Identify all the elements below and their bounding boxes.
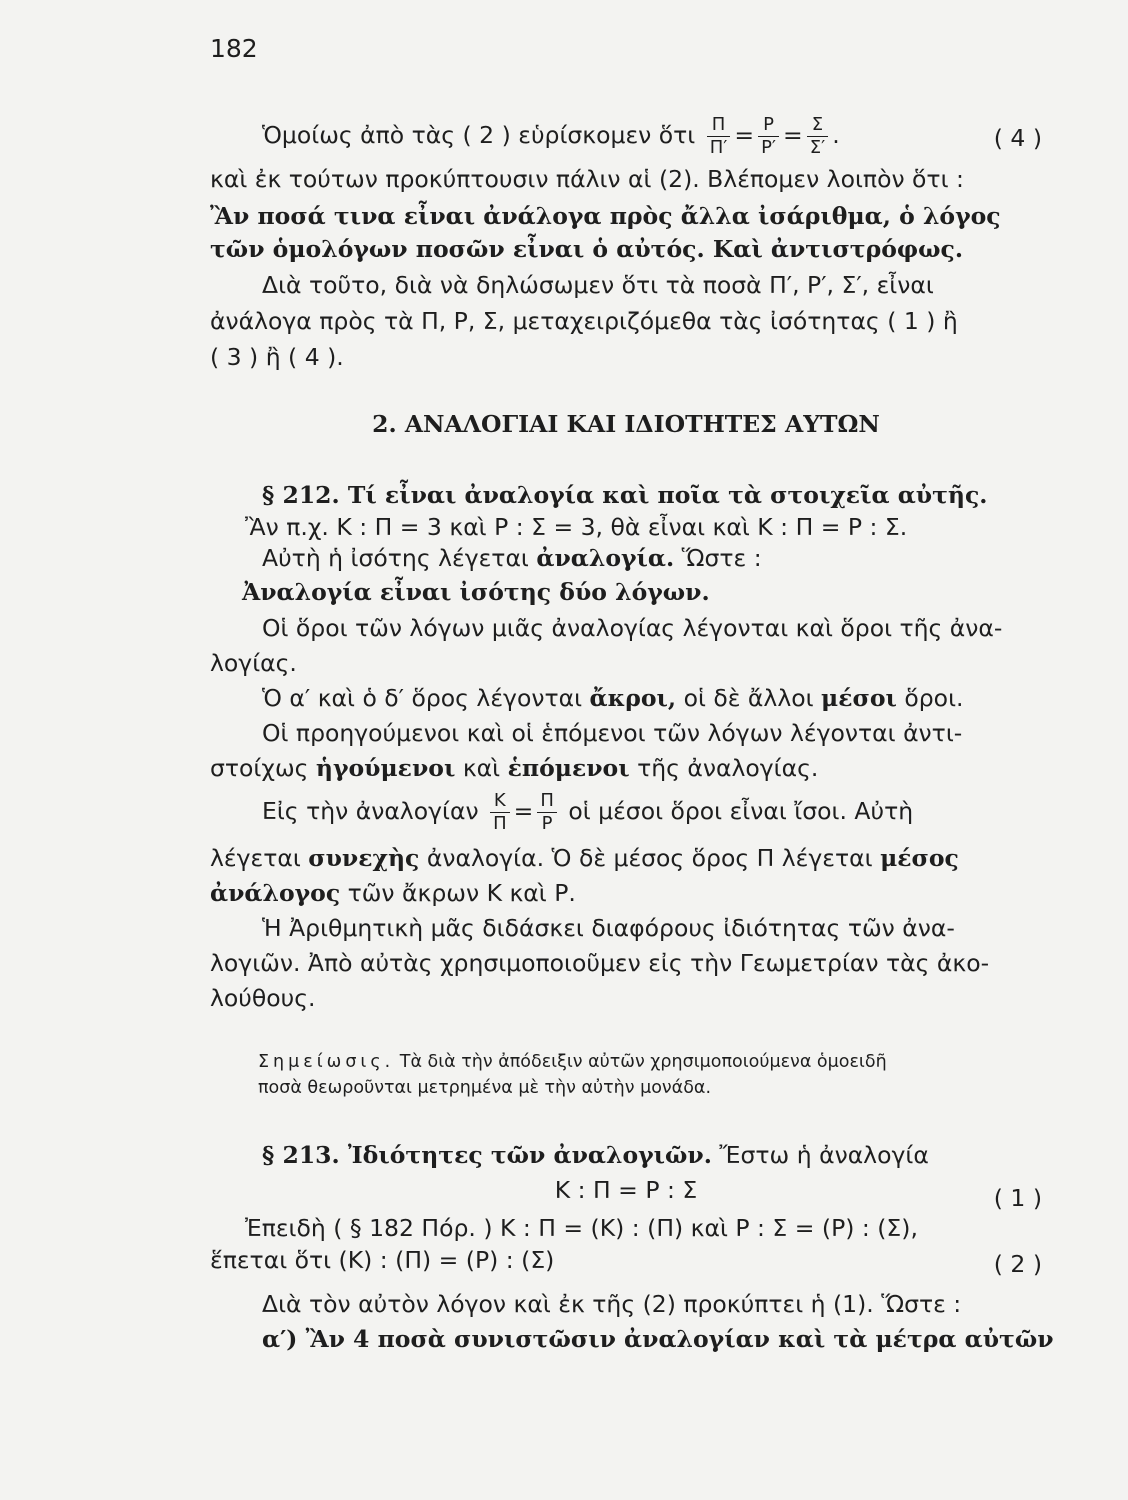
line-19: ἀνάλογος τῶν ἄκρων Κ καὶ Ρ. — [210, 879, 576, 907]
definition-line: Ἀναλογία εἶναι ἰσότης δύο λόγων. — [242, 578, 710, 606]
term-mesos: μέσος — [880, 844, 959, 872]
line-12: Οἱ ὅροι τῶν λόγων μιᾶς ἀναλογίας λέγονται καὶ ὅροι τῆς ἀνα- — [262, 614, 1003, 642]
fraction-s: $\frac{\Sigma}{\Sigma'}$ — [807, 114, 828, 159]
fraction-r: $\frac{P}{P'}$ — [758, 114, 779, 159]
line-22: λούθους. — [210, 984, 316, 1012]
line-15: Οἱ προηγούμενοι καὶ οἱ ἑπόμενοι τῶν λόγων λέγονται ἀντι- — [262, 719, 963, 747]
term-epomenoi: ἑπόμενοι — [507, 754, 630, 782]
term-igoumenoi: ἡγούμενοι — [315, 754, 456, 782]
fraction-k-p: $\frac{K}{\Pi}$ — [490, 790, 510, 835]
page-number: 182 — [210, 34, 258, 63]
equation-number-2: ( 2 ) — [993, 1250, 1042, 1278]
term-synechis: συνεχὴς — [308, 844, 420, 872]
theorem-line-2: τῶν ὁμολόγων ποσῶν εἶναι ὁ αὐτός. Καὶ ἀντιστρόφως. — [210, 235, 964, 263]
property-a: α′) Ἂν 4 ποσὰ συνιστῶσιν ἀναλογίαν καὶ τὰ μέτρα αὐτῶν — [262, 1325, 1054, 1353]
theorem-line-1: Ἂν ποσά τινα εἶναι ἀνάλογα πρὸς ἄλλα ἰσάριθμα, ὁ λόγος — [210, 202, 1001, 230]
line-14: Ὁ α′ καὶ ὁ δ′ ὅρος λέγονται ἄκροι, οἱ δὲ ἄλλοι μέσοι ὅροι. — [262, 684, 964, 712]
line-2: καὶ ἐκ τούτων προκύπτουσιν πάλιν αἱ (2). Βλέπομεν λοιπὸν ὅτι : — [210, 165, 964, 193]
line-10: Αὐτὴ ἡ ἰσότης λέγεται ἀναλογία. Ὥστε : — [262, 544, 762, 572]
line-5: Διὰ τοῦτο, διὰ νὰ δηλώσωμεν ὅτι τὰ ποσὰ Π′, Ρ′, Σ′, εἶναι — [262, 271, 934, 299]
line-13: λογίας. — [210, 649, 297, 677]
term-akroi: ἄκροι, — [589, 684, 677, 712]
line-1: Ὁμοίως ἀπὸ τὰς ( 2 ) εὑρίσκομεν ὅτι $\frac{\Pi}{\Pi'}$ = $\frac{P}{P'}$ = $\frac{\Sigma}{\Sigma'}$ . — [262, 114, 840, 158]
section-heading: 2. ΑΝΑΛΟΓΙΑΙ ΚΑΙ ΙΔΙΟΤΗΤΕΣ ΑΥΤΩΝ — [372, 410, 880, 438]
equation-number-4: ( 4 ) — [993, 124, 1042, 152]
line-21: λογιῶν. Ἀπὸ αὐτὰς χρησιμοποιοῦμεν εἰς τὴν Γεωμετρίαν τὰς ἀκο- — [210, 949, 990, 977]
equation-number-1: ( 1 ) — [993, 1184, 1042, 1212]
note-line-1: Σημείωσις. Τὰ διὰ τὴν ἀπόδειξιν αὐτῶν χρησιμοποιούμενα ὁμοειδῆ — [258, 1052, 887, 1072]
fraction-p: $\frac{\Pi}{\Pi'}$ — [707, 114, 731, 159]
line-7: ( 3 ) ἢ ( 4 ). — [210, 343, 344, 371]
term-analogos: ἀνάλογος — [210, 879, 341, 907]
line-20: Ἡ Ἀριθμητικὴ μᾶς διδάσκει διαφόρους ἰδιότητας τῶν ἀνα- — [262, 914, 955, 942]
proportion-equation: Κ : Π = Ρ : Σ — [554, 1176, 698, 1204]
paragraph-213-title: § 213. Ἰδιότητες τῶν ἀναλογιῶν. Ἔστω ἡ ἀναλογία — [262, 1141, 929, 1169]
note-label: Σημείωσις. — [258, 1052, 395, 1072]
term-analogia: ἀναλογία. — [536, 544, 675, 572]
line-1-text: Ὁμοίως ἀπὸ τὰς ( 2 ) εὑρίσκομεν ὅτι — [262, 121, 696, 149]
line-16: στοίχως ἡγούμενοι καὶ ἑπόμενοι τῆς ἀναλογίας. — [210, 754, 819, 782]
fraction-p-r: $\frac{\Pi}{P}$ — [537, 790, 557, 835]
term-mesoi: μέσοι — [821, 684, 897, 712]
line-17: Εἰς τὴν ἀναλογίαν $\frac{K}{\Pi}$ = $\frac{\Pi}{P}$ οἱ μέσοι ὅροι εἶναι ἴσοι. Αὐτὴ — [262, 790, 914, 834]
line-9: Ἂν π.χ. Κ : Π = 3 καὶ Ρ : Σ = 3, θὰ εἶναι καὶ Κ : Π = Ρ : Σ. — [245, 513, 908, 541]
note-line-2: ποσὰ θεωροῦνται μετρημένα μὲ τὴν αὐτὴν μονάδα. — [258, 1078, 712, 1098]
line-26: ἕπεται ὅτι (Κ) : (Π) = (Ρ) : (Σ) — [210, 1246, 555, 1274]
line-6: ἀνάλογα πρὸς τὰ Π, Ρ, Σ, μεταχειριζόμεθα τὰς ἰσότητας ( 1 ) ἢ — [210, 307, 958, 335]
line-27: Διὰ τὸν αὐτὸν λόγον καὶ ἐκ τῆς (2) προκύπτει ἡ (1). Ὥστε : — [262, 1290, 962, 1318]
paragraph-212-title: § 212. Τί εἶναι ἀναλογία καὶ ποῖα τὰ στοιχεῖα αὐτῆς. — [262, 481, 988, 509]
line-25: Ἐπειδὴ ( § 182 Πόρ. ) Κ : Π = (Κ) : (Π) καὶ Ρ : Σ = (Ρ) : (Σ), — [245, 1214, 918, 1242]
line-18: λέγεται συνεχὴς ἀναλογία. Ὁ δὲ μέσος ὅρος Π λέγεται μέσος — [210, 844, 959, 872]
